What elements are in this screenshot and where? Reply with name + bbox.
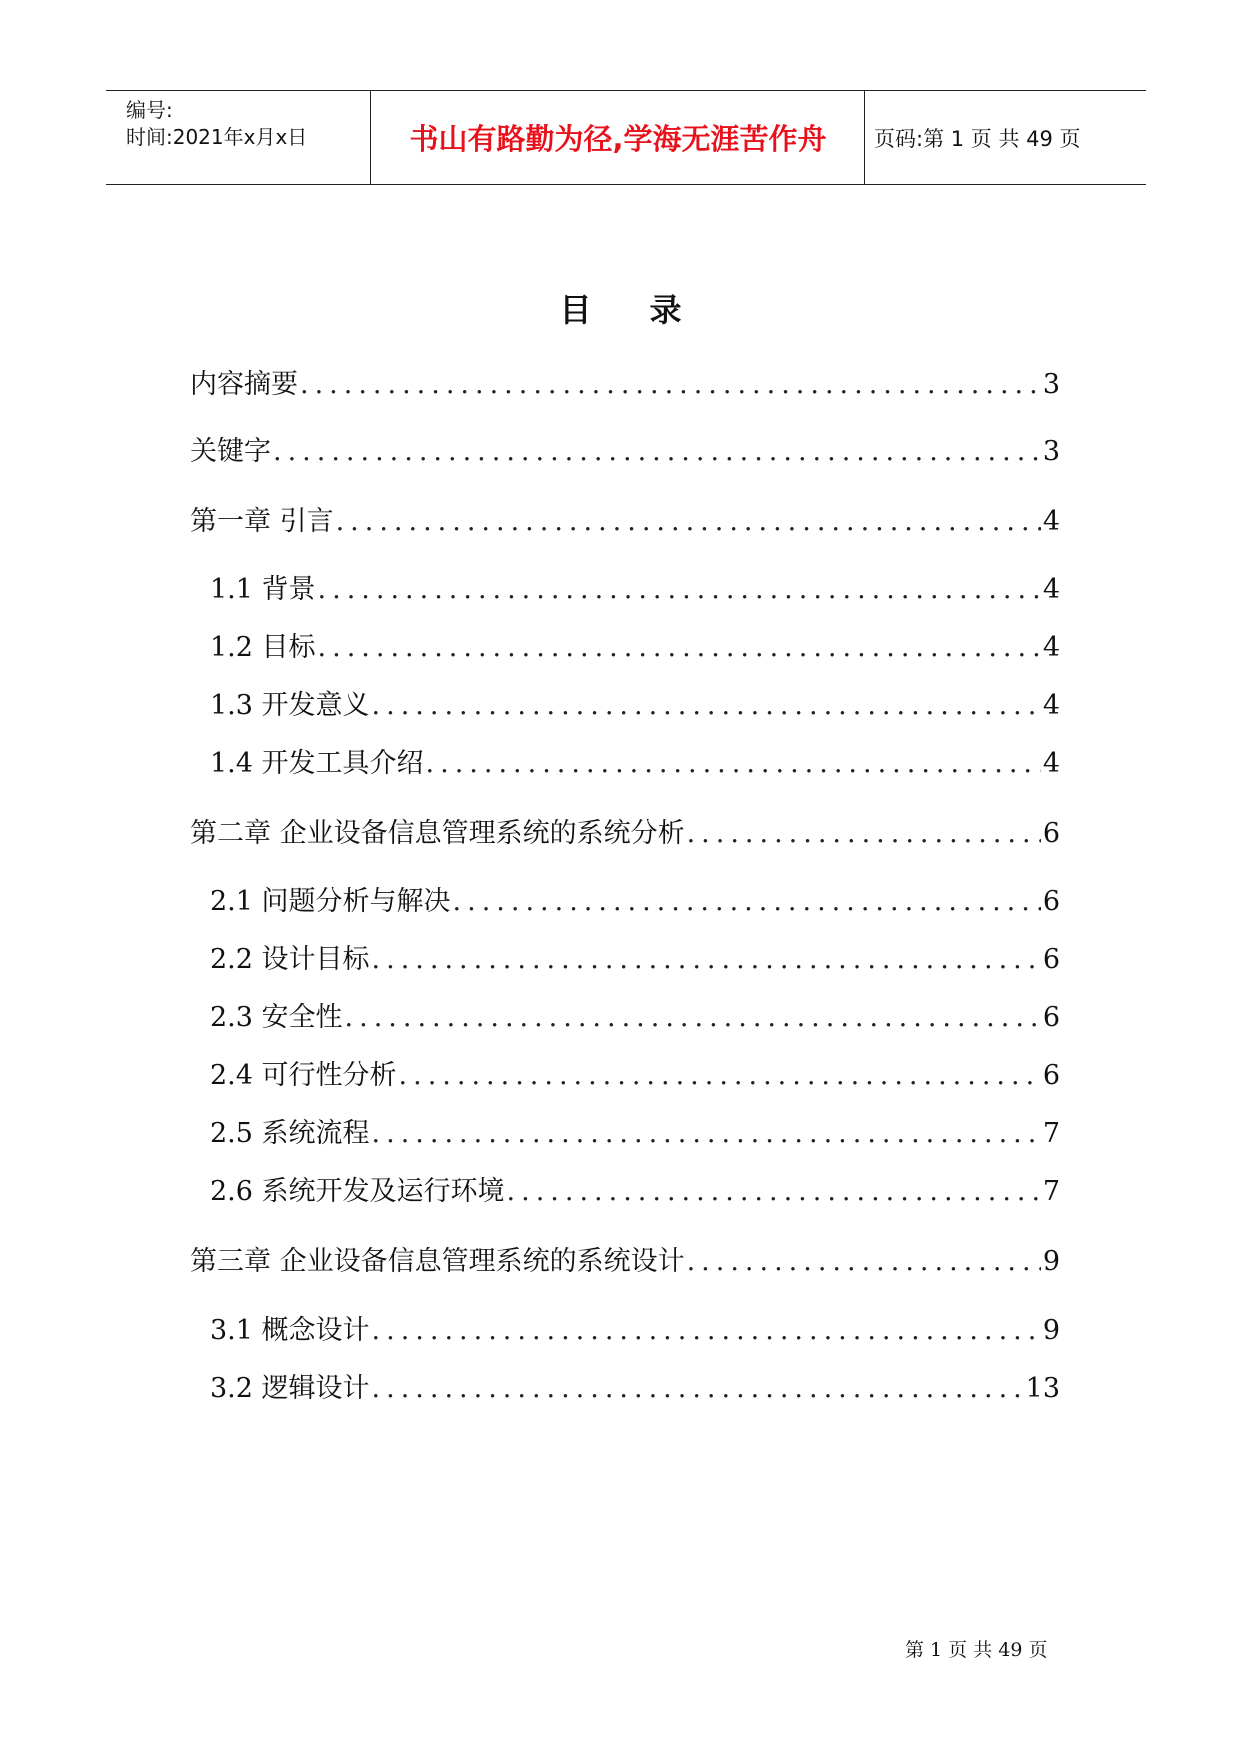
toc-leader-dots [300,365,1041,405]
toc-entry-page: 7 [1042,1118,1060,1149]
document-header [106,90,1146,185]
header-motto: 书山有路勤为径,学海无涯苦作舟 [409,122,827,156]
toc-entry[interactable] [190,628,1060,668]
toc-entry[interactable] [190,1311,1060,1351]
toc-entry-label: 3.2 逻辑设计 [210,1373,370,1404]
toc-entry[interactable] [190,814,1060,854]
toc-entry[interactable] [190,940,1060,980]
toc-entry-label: 1.1 背景 [210,574,316,605]
toc-leader-dots [399,1056,1041,1096]
toc-entry-page: 4 [1042,574,1060,605]
toc-entry-label: 1.2 目标 [210,632,316,663]
toc-entry-label: 关键字 [190,436,271,467]
toc-entry-label: 2.5 系统流程 [210,1118,370,1149]
document-code-label: 编号: [126,98,173,122]
toc-leader-dots [507,1172,1041,1212]
page-footer: 第 1 页 共 49 页 [905,1639,1048,1661]
toc-entry-label: 1.4 开发工具介绍 [210,748,424,779]
toc-entry-page: 3 [1042,369,1060,400]
toc-title: 目录 [559,291,740,329]
toc-entry-page: 13 [1025,1373,1060,1404]
toc-entry[interactable] [190,686,1060,726]
toc-leader-dots [372,1311,1041,1351]
toc-entry-label: 第二章 企业设备信息管理系统的系统分析 [190,818,685,849]
toc-entry[interactable] [190,1242,1060,1282]
toc-entry[interactable] [190,882,1060,922]
toc-entry[interactable] [190,1172,1060,1212]
toc-leader-dots [273,432,1041,472]
toc-entry-label: 3.1 概念设计 [210,1315,370,1346]
document-time-label: 时间:2021年x月x日 [126,125,308,149]
toc-entry-label: 2.3 安全性 [210,1002,343,1033]
toc-entry-page: 6 [1042,1060,1060,1091]
toc-leader-dots [372,1114,1041,1154]
toc-entry[interactable] [190,1114,1060,1154]
toc-leader-dots [372,686,1041,726]
toc-entry[interactable] [190,570,1060,610]
toc-entry-page: 7 [1042,1176,1060,1207]
toc-entry[interactable] [190,998,1060,1038]
toc-leader-dots [426,744,1041,784]
toc-entry-label: 1.3 开发意义 [210,690,370,721]
toc-entry-label: 内容摘要 [190,369,298,400]
toc-leader-dots [372,1369,1024,1409]
toc-entry-label: 第一章 引言 [190,506,334,537]
header-divider [370,91,371,184]
toc-entry-page: 4 [1042,632,1060,663]
toc-leader-dots [372,940,1041,980]
header-page-info: 页码:第 1 页 共 49 页 [874,126,1081,151]
toc-entry[interactable] [190,365,1060,405]
toc-entry-label: 2.6 系统开发及运行环境 [210,1176,505,1207]
toc-entry[interactable] [190,432,1060,472]
toc-entry[interactable] [190,502,1060,542]
toc-entry-label: 2.2 设计目标 [210,944,370,975]
toc-leader-dots [453,882,1041,922]
toc-leader-dots [318,628,1041,668]
toc-entry[interactable] [190,744,1060,784]
toc-leader-dots [318,570,1041,610]
toc-entry-label: 第三章 企业设备信息管理系统的系统设计 [190,1246,685,1277]
header-divider [864,91,865,184]
toc-entry[interactable] [190,1056,1060,1096]
toc-leader-dots [687,1242,1041,1282]
toc-entry-page: 4 [1042,748,1060,779]
toc-entry-page: 9 [1042,1246,1060,1277]
toc-entry-page: 6 [1042,1002,1060,1033]
toc-entry-page: 4 [1042,506,1060,537]
toc-leader-dots [687,814,1041,854]
toc-entry-label: 2.4 可行性分析 [210,1060,397,1091]
toc-entry-page: 4 [1042,690,1060,721]
toc-leader-dots [336,502,1041,542]
toc-entry-page: 3 [1042,436,1060,467]
header-meta [116,91,370,184]
toc-entry[interactable] [190,1369,1060,1409]
toc-leader-dots [345,998,1041,1038]
toc-entry-page: 6 [1042,944,1060,975]
toc-entry-label: 2.1 问题分析与解决 [210,886,451,917]
toc-entry-page: 6 [1042,886,1060,917]
toc-entry-page: 9 [1042,1315,1060,1346]
toc-entry-page: 6 [1042,818,1060,849]
